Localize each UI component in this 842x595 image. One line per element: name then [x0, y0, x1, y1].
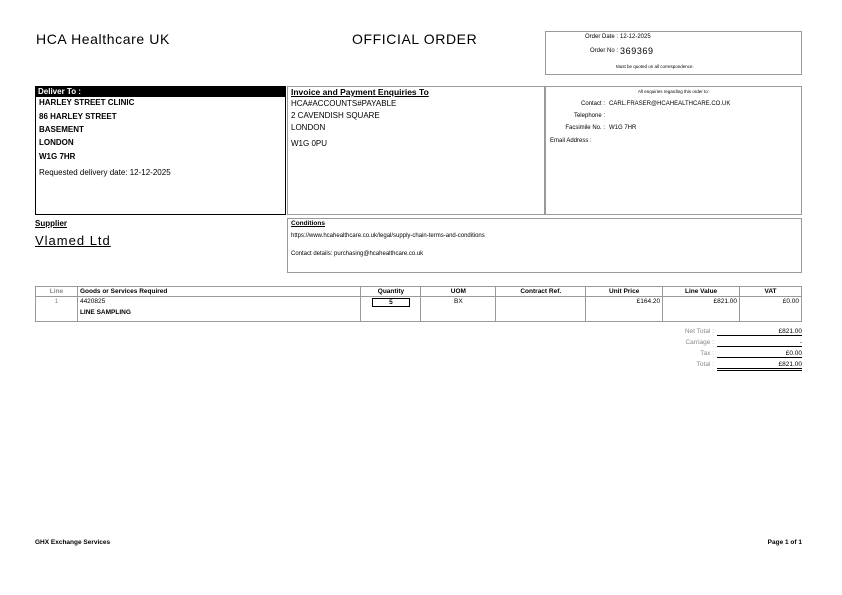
total-label: Total :	[696, 361, 714, 368]
order-date-value: 12-12-2025	[620, 34, 651, 40]
supplier-label: Supplier	[35, 219, 68, 228]
net-total-label: Net Total :	[684, 328, 714, 335]
page-number: Page 1 of 1	[767, 539, 802, 546]
deliver-line-5: W1G 7HR	[39, 152, 76, 161]
deliver-line-1: HARLEY STREET CLINIC	[39, 98, 135, 107]
telephone-label: Telephone :	[573, 113, 605, 119]
footer-service-name: GHX Exchange Services	[35, 539, 111, 546]
deliver-line-4: LONDON	[39, 138, 74, 147]
contact-note: All enquiries regarding this order to:	[637, 89, 710, 94]
contact-value: CARL.FRASER@HCAHEALTHCARE.CO.UK	[609, 101, 731, 107]
order-date-label: Order Date :	[584, 34, 618, 40]
net-total-value: £821.00	[717, 328, 802, 336]
table-header-row	[36, 287, 802, 297]
company-name: HCA Healthcare UK	[36, 31, 170, 47]
email-label: Email Address :	[550, 138, 592, 144]
order-number-label: Order No :	[589, 48, 618, 54]
supplier-name: Vlamed Ltd	[35, 233, 111, 248]
col-header-quantity: Quantity	[361, 287, 421, 297]
invoice-line-1: HCA#ACCOUNTS#PAYABLE	[291, 99, 397, 108]
carriage-label: Carriage :	[685, 339, 714, 346]
col-header-uom: UOM	[421, 287, 496, 297]
order-number-value: 369369	[620, 46, 654, 56]
col-header-line: Line	[36, 287, 78, 297]
contact-label: Contact :	[580, 101, 605, 107]
invoice-line-4: W1G 0PU	[291, 139, 328, 148]
cell-line-value: £821.00	[663, 297, 740, 322]
item-code: 4420825	[79, 298, 106, 305]
quantity-value: 5	[372, 298, 410, 307]
cell-unit-price: £164.20	[586, 297, 663, 322]
cell-quantity	[361, 297, 421, 322]
invoice-line-3: LONDON	[291, 123, 326, 132]
invoice-heading: Invoice and Payment Enquiries To	[291, 87, 429, 97]
conditions-contact: Contact details: purchasing@hcahealthcare.co.uk	[291, 251, 424, 257]
deliver-to-box	[35, 86, 286, 215]
invoice-enquiries-box	[287, 86, 545, 215]
cell-line: 1	[36, 297, 78, 322]
col-header-unit-price: Unit Price	[586, 287, 663, 297]
fax-value: W1G 7HR	[609, 125, 637, 131]
requested-delivery-date: Requested delivery date: 12-12-2025	[39, 168, 171, 177]
cell-contract-ref	[496, 297, 586, 322]
col-header-goods: Goods or Services Required	[77, 287, 361, 297]
order-number-note: Must be quoted on all correspondence.	[616, 64, 694, 69]
item-description: LINE SAMPLING	[79, 309, 131, 316]
tax-value: £0.00	[717, 350, 802, 358]
conditions-heading: Conditions	[291, 220, 325, 227]
cell-vat: £0.00	[740, 297, 802, 322]
tax-label: Tax :	[700, 350, 714, 357]
order-lines-table	[35, 286, 802, 322]
total-value: £821.00	[717, 361, 802, 371]
col-header-vat: VAT	[740, 287, 802, 297]
deliver-to-heading: Deliver To :	[36, 87, 285, 97]
contact-box	[545, 86, 802, 215]
carriage-value: -	[717, 339, 802, 347]
cell-goods	[77, 297, 361, 322]
cell-uom: BX	[421, 297, 496, 322]
invoice-line-2: 2 CAVENDISH SQUARE	[291, 111, 380, 120]
table-row	[36, 297, 802, 322]
col-header-contract-ref: Contract Ref.	[496, 287, 586, 297]
deliver-line-3: BASEMENT	[39, 125, 84, 134]
deliver-line-2: 86 HARLEY STREET	[39, 112, 117, 121]
document-title: OFFICIAL ORDER	[352, 31, 478, 47]
fax-label: Facsimile No. :	[565, 125, 605, 131]
col-header-line-value: Line Value	[663, 287, 740, 297]
order-info-box	[545, 31, 802, 75]
conditions-box	[287, 218, 802, 273]
conditions-url[interactable]: https://www.hcahealthcare.co.uk/legal/supply-chain-terms-and-conditions	[291, 233, 485, 239]
